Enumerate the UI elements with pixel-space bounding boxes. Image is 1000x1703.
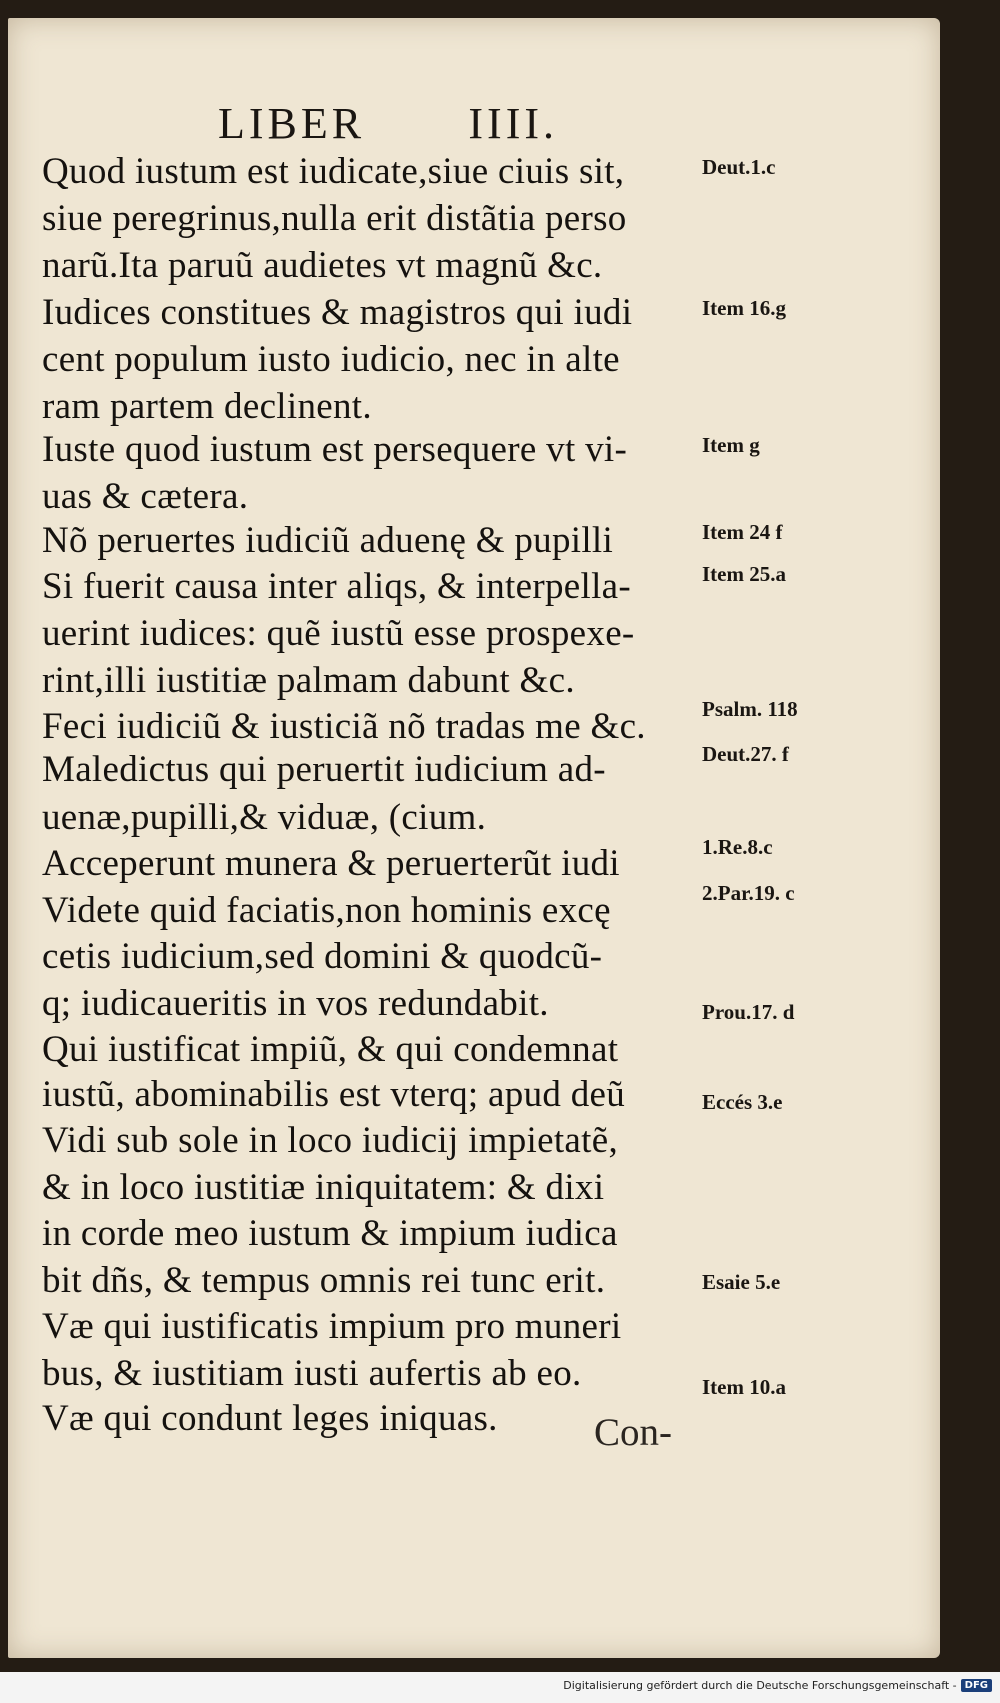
text-line: ram partem declinent. (42, 386, 372, 427)
marginal-note: 2.Par.19. c (702, 881, 795, 905)
text-line: in corde meo iustum & impium iudica (42, 1213, 618, 1254)
footer-credit-text: Digitalisierung gefördert durch die Deutsche Forschungsgemeinschaft - (563, 1679, 957, 1692)
text-line: Maledictus qui peruertit iudicium ad- (42, 749, 606, 790)
marginal-note: Psalm. 118 (702, 697, 798, 721)
text-line: bus, & iustitiam iusti aufertis ab eo. (42, 1353, 582, 1394)
marginal-note: Deut.27. f (702, 742, 789, 766)
marginal-note: Deut.1.c (702, 155, 776, 179)
text-line: uerint iudices: quẽ iustũ esse prospexe- (42, 613, 635, 654)
text-line: siue peregrinus,nulla erit distãtia perso (42, 198, 627, 239)
marginal-note: Item 24 f (702, 520, 783, 544)
text-line: Væ qui condunt leges iniquas. (42, 1398, 498, 1439)
text-line: rint,illi iustitiæ palmam dabunt &c. (42, 660, 575, 701)
running-header (218, 98, 558, 149)
text-line: Acceperunt munera & peruerterũt iudi (42, 843, 620, 884)
text-line: Qui iustificat impiũ, & qui condemnat (42, 1029, 619, 1070)
marginal-note: Item 16.g (702, 296, 786, 320)
text-line: uas & cætera. (42, 476, 249, 517)
text-line: Videte quid faciatis,non hominis excę (42, 890, 611, 931)
text-line: cent populum iusto iudicio, nec in alte (42, 339, 620, 380)
header-title: LIBER (218, 99, 366, 148)
header-book-number: IIII. (468, 99, 558, 148)
text-line: & in loco iustitiæ iniquitatem: & dixi (42, 1167, 605, 1208)
text-line: q; iudicaueritis in vos redundabit. (42, 983, 549, 1024)
text-line: narũ.Ita paruũ audietes vt magnũ &c. (42, 245, 603, 286)
marginal-note: Item 10.a (702, 1375, 786, 1399)
marginal-note: 1.Re.8.c (702, 835, 773, 859)
text-line: cetis iudicium,sed domini & quodcũ- (42, 936, 603, 977)
marginal-note: Item g (702, 433, 760, 457)
catchword: Con- (594, 1411, 672, 1454)
text-line: Iuste quod iustum est persequere vt vi- (42, 429, 628, 470)
text-line: Iudices constitues & magistros qui iudi (42, 292, 633, 333)
text-line: Vidi sub sole in loco iudicij impietatẽ, (42, 1120, 618, 1161)
text-line: uenæ,pupilli,& viduæ, (cium. (42, 797, 487, 838)
marginal-note: Prou.17. d (702, 1000, 795, 1024)
footer-credit (563, 1679, 992, 1692)
text-line: Si fuerit causa inter aliqs, & interpella- (42, 566, 631, 607)
marginal-note: Eccés 3.e (702, 1090, 783, 1114)
text-line: bit dñs, & tempus omnis rei tunc erit. (42, 1260, 606, 1301)
text-line: Feci iudiciũ & iusticiã nõ tradas me &c. (42, 706, 646, 747)
text-line: Nõ peruertes iudiciũ aduenę & pupilli (42, 520, 614, 561)
dfg-logo-icon: DFG (961, 1679, 992, 1692)
text-line: Quod iustum est iudicate,siue ciuis sit, (42, 151, 625, 192)
text-line: Væ qui iustificatis impium pro muneri (42, 1306, 622, 1347)
marginal-note: Item 25.a (702, 562, 786, 586)
marginal-note: Esaie 5.e (702, 1270, 781, 1294)
text-line: iustũ, abominabilis est vterq; apud deũ (42, 1074, 626, 1115)
